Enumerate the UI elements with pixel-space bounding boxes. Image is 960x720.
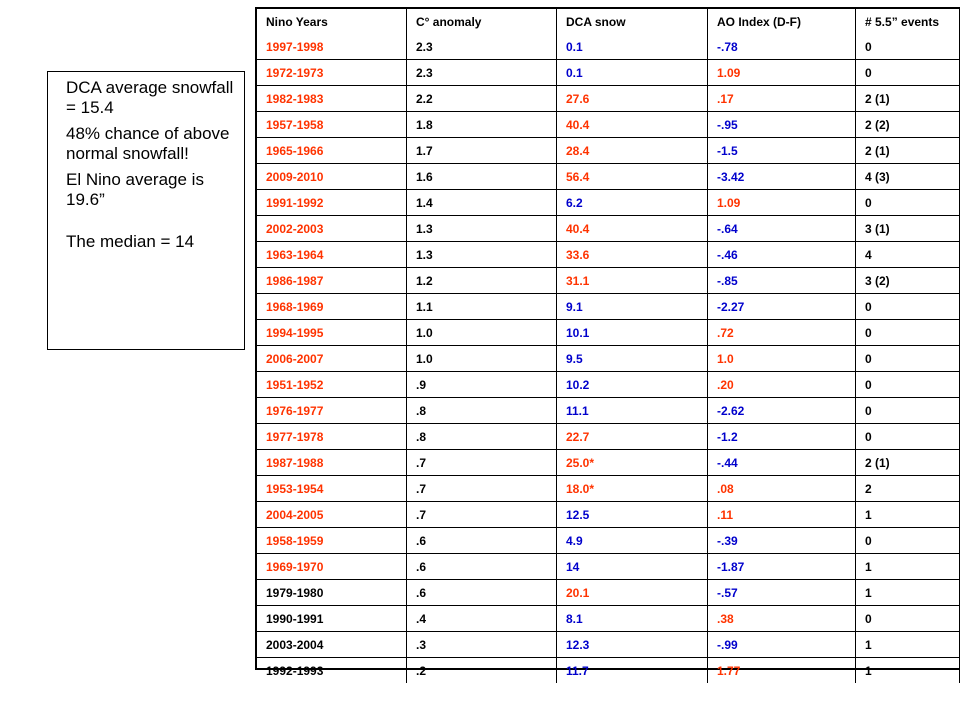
cell-year: 1986-1987 bbox=[257, 268, 407, 294]
cell-events: 4 bbox=[856, 242, 960, 268]
cell-dca-snow: 22.7 bbox=[557, 424, 708, 450]
table-row bbox=[257, 476, 960, 502]
cell-anomaly: 1.0 bbox=[407, 320, 557, 346]
cell-events: 3 (1) bbox=[856, 216, 960, 242]
cell-anomaly: .6 bbox=[407, 528, 557, 554]
cell-anomaly: 1.8 bbox=[407, 112, 557, 138]
cell-events: 1 bbox=[856, 580, 960, 606]
cell-anomaly: .3 bbox=[407, 632, 557, 658]
cell-anomaly: 1.2 bbox=[407, 268, 557, 294]
cell-ao-index: -.57 bbox=[708, 580, 856, 606]
cell-dca-snow: 14 bbox=[557, 554, 708, 580]
cell-dca-snow: 18.0* bbox=[557, 476, 708, 502]
table-header-row bbox=[257, 9, 960, 34]
nino-years-table-container bbox=[255, 7, 960, 678]
cell-ao-index: -.85 bbox=[708, 268, 856, 294]
table-body bbox=[257, 34, 960, 683]
cell-year: 1976-1977 bbox=[257, 398, 407, 424]
cell-events: 0 bbox=[856, 346, 960, 372]
cell-year: 1997-1998 bbox=[257, 34, 407, 60]
cell-events: 2 (1) bbox=[856, 86, 960, 112]
cell-dca-snow: 12.3 bbox=[557, 632, 708, 658]
cell-dca-snow: 31.1 bbox=[557, 268, 708, 294]
cell-dca-snow: 33.6 bbox=[557, 242, 708, 268]
table-row bbox=[257, 164, 960, 190]
cell-anomaly: 2.2 bbox=[407, 86, 557, 112]
cell-anomaly: .7 bbox=[407, 476, 557, 502]
table-row bbox=[257, 320, 960, 346]
cell-events: 0 bbox=[856, 190, 960, 216]
cell-dca-snow: 28.4 bbox=[557, 138, 708, 164]
cell-events: 0 bbox=[856, 294, 960, 320]
cell-anomaly: .7 bbox=[407, 502, 557, 528]
cell-anomaly: 1.3 bbox=[407, 242, 557, 268]
cell-events: 0 bbox=[856, 424, 960, 450]
cell-year: 1977-1978 bbox=[257, 424, 407, 450]
cell-dca-snow: 27.6 bbox=[557, 86, 708, 112]
cell-events: 2 (1) bbox=[856, 138, 960, 164]
cell-dca-snow: 11.7 bbox=[557, 658, 708, 684]
cell-events: 0 bbox=[856, 34, 960, 60]
cell-dca-snow: 20.1 bbox=[557, 580, 708, 606]
cell-ao-index: 1.77 bbox=[708, 658, 856, 684]
cell-ao-index: -1.5 bbox=[708, 138, 856, 164]
cell-events: 4 (3) bbox=[856, 164, 960, 190]
cell-year: 1994-1995 bbox=[257, 320, 407, 346]
cell-anomaly: .6 bbox=[407, 554, 557, 580]
cell-events: 0 bbox=[856, 528, 960, 554]
cell-events: 0 bbox=[856, 320, 960, 346]
cell-year: 1972-1973 bbox=[257, 60, 407, 86]
cell-year: 1992-1993 bbox=[257, 658, 407, 684]
cell-ao-index: -.39 bbox=[708, 528, 856, 554]
cell-anomaly: .2 bbox=[407, 658, 557, 684]
table-row bbox=[257, 606, 960, 632]
cell-ao-index: -1.87 bbox=[708, 554, 856, 580]
cell-dca-snow: 6.2 bbox=[557, 190, 708, 216]
cell-dca-snow: 0.1 bbox=[557, 60, 708, 86]
table-row bbox=[257, 112, 960, 138]
table-row bbox=[257, 86, 960, 112]
cell-anomaly: 2.3 bbox=[407, 34, 557, 60]
cell-dca-snow: 9.1 bbox=[557, 294, 708, 320]
cell-events: 0 bbox=[856, 606, 960, 632]
cell-year: 1979-1980 bbox=[257, 580, 407, 606]
cell-year: 1957-1958 bbox=[257, 112, 407, 138]
cell-year: 1982-1983 bbox=[257, 86, 407, 112]
cell-year: 1965-1966 bbox=[257, 138, 407, 164]
cell-anomaly: .8 bbox=[407, 424, 557, 450]
cell-anomaly: 1.4 bbox=[407, 190, 557, 216]
table-row bbox=[257, 34, 960, 60]
cell-year: 1958-1959 bbox=[257, 528, 407, 554]
header-anomaly: C° anomaly bbox=[407, 9, 557, 34]
table-row bbox=[257, 554, 960, 580]
cell-year: 2002-2003 bbox=[257, 216, 407, 242]
cell-year: 1991-1992 bbox=[257, 190, 407, 216]
cell-events: 1 bbox=[856, 554, 960, 580]
cell-ao-index: 1.0 bbox=[708, 346, 856, 372]
cell-anomaly: .8 bbox=[407, 398, 557, 424]
table-row bbox=[257, 424, 960, 450]
table-row bbox=[257, 268, 960, 294]
cell-ao-index: -.44 bbox=[708, 450, 856, 476]
table-row bbox=[257, 216, 960, 242]
cell-year: 1969-1970 bbox=[257, 554, 407, 580]
cell-year: 2003-2004 bbox=[257, 632, 407, 658]
summary-note-box bbox=[47, 71, 245, 350]
cell-year: 2004-2005 bbox=[257, 502, 407, 528]
note-el-nino-average: El Nino average is 19.6” bbox=[66, 170, 204, 209]
cell-ao-index: 1.09 bbox=[708, 60, 856, 86]
table-row bbox=[257, 502, 960, 528]
cell-dca-snow: 0.1 bbox=[557, 34, 708, 60]
cell-year: 1963-1964 bbox=[257, 242, 407, 268]
cell-events: 1 bbox=[856, 658, 960, 684]
cell-dca-snow: 25.0* bbox=[557, 450, 708, 476]
note-median: The median = 14 bbox=[66, 232, 195, 251]
cell-events: 2 (1) bbox=[856, 450, 960, 476]
cell-dca-snow: 4.9 bbox=[557, 528, 708, 554]
header-events: # 5.5” events bbox=[856, 9, 960, 34]
cell-anomaly: 1.0 bbox=[407, 346, 557, 372]
cell-events: 3 (2) bbox=[856, 268, 960, 294]
cell-dca-snow: 40.4 bbox=[557, 216, 708, 242]
cell-dca-snow: 40.4 bbox=[557, 112, 708, 138]
cell-ao-index: -.95 bbox=[708, 112, 856, 138]
cell-dca-snow: 12.5 bbox=[557, 502, 708, 528]
cell-dca-snow: 8.1 bbox=[557, 606, 708, 632]
nino-years-table bbox=[257, 9, 960, 683]
cell-year: 1990-1991 bbox=[257, 606, 407, 632]
cell-ao-index: -.78 bbox=[708, 34, 856, 60]
table-row bbox=[257, 294, 960, 320]
table-row bbox=[257, 528, 960, 554]
header-ao-index: AO Index (D-F) bbox=[708, 9, 856, 34]
cell-events: 1 bbox=[856, 502, 960, 528]
table-row bbox=[257, 658, 960, 684]
cell-ao-index: -2.62 bbox=[708, 398, 856, 424]
cell-dca-snow: 10.1 bbox=[557, 320, 708, 346]
cell-events: 0 bbox=[856, 372, 960, 398]
cell-ao-index: -1.2 bbox=[708, 424, 856, 450]
table-row bbox=[257, 450, 960, 476]
table-row bbox=[257, 242, 960, 268]
cell-events: 0 bbox=[856, 60, 960, 86]
cell-dca-snow: 10.2 bbox=[557, 372, 708, 398]
cell-ao-index: .11 bbox=[708, 502, 856, 528]
cell-anomaly: 1.7 bbox=[407, 138, 557, 164]
table-row bbox=[257, 632, 960, 658]
cell-ao-index: .38 bbox=[708, 606, 856, 632]
cell-year: 2006-2007 bbox=[257, 346, 407, 372]
cell-ao-index: 1.09 bbox=[708, 190, 856, 216]
cell-anomaly: .6 bbox=[407, 580, 557, 606]
cell-ao-index: .08 bbox=[708, 476, 856, 502]
cell-year: 1968-1969 bbox=[257, 294, 407, 320]
table-row bbox=[257, 138, 960, 164]
cell-anomaly: 1.1 bbox=[407, 294, 557, 320]
table-row bbox=[257, 190, 960, 216]
cell-ao-index: .72 bbox=[708, 320, 856, 346]
cell-dca-snow: 11.1 bbox=[557, 398, 708, 424]
cell-ao-index: -3.42 bbox=[708, 164, 856, 190]
table-row bbox=[257, 372, 960, 398]
note-average-snowfall: DCA average snowfall = 15.4 bbox=[66, 78, 234, 117]
cell-anomaly: 1.3 bbox=[407, 216, 557, 242]
cell-ao-index: -2.27 bbox=[708, 294, 856, 320]
table-row bbox=[257, 60, 960, 86]
cell-anomaly: 1.6 bbox=[407, 164, 557, 190]
cell-year: 1953-1954 bbox=[257, 476, 407, 502]
note-above-normal-chance: 48% chance of above normal snowfall! bbox=[66, 124, 230, 163]
cell-events: 1 bbox=[856, 632, 960, 658]
cell-events: 2 bbox=[856, 476, 960, 502]
cell-events: 0 bbox=[856, 398, 960, 424]
header-nino-years: Nino Years bbox=[257, 9, 407, 34]
cell-ao-index: .20 bbox=[708, 372, 856, 398]
cell-ao-index: -.46 bbox=[708, 242, 856, 268]
cell-ao-index: -.99 bbox=[708, 632, 856, 658]
cell-ao-index: .17 bbox=[708, 86, 856, 112]
cell-year: 1951-1952 bbox=[257, 372, 407, 398]
cell-dca-snow: 56.4 bbox=[557, 164, 708, 190]
cell-anomaly: .9 bbox=[407, 372, 557, 398]
cell-dca-snow: 9.5 bbox=[557, 346, 708, 372]
cell-anomaly: .4 bbox=[407, 606, 557, 632]
cell-year: 1987-1988 bbox=[257, 450, 407, 476]
table-row bbox=[257, 346, 960, 372]
cell-year: 2009-2010 bbox=[257, 164, 407, 190]
cell-ao-index: -.64 bbox=[708, 216, 856, 242]
table-row bbox=[257, 398, 960, 424]
header-dca-snow: DCA snow bbox=[557, 9, 708, 34]
cell-events: 2 (2) bbox=[856, 112, 960, 138]
cell-anomaly: .7 bbox=[407, 450, 557, 476]
cell-anomaly: 2.3 bbox=[407, 60, 557, 86]
table-row bbox=[257, 580, 960, 606]
